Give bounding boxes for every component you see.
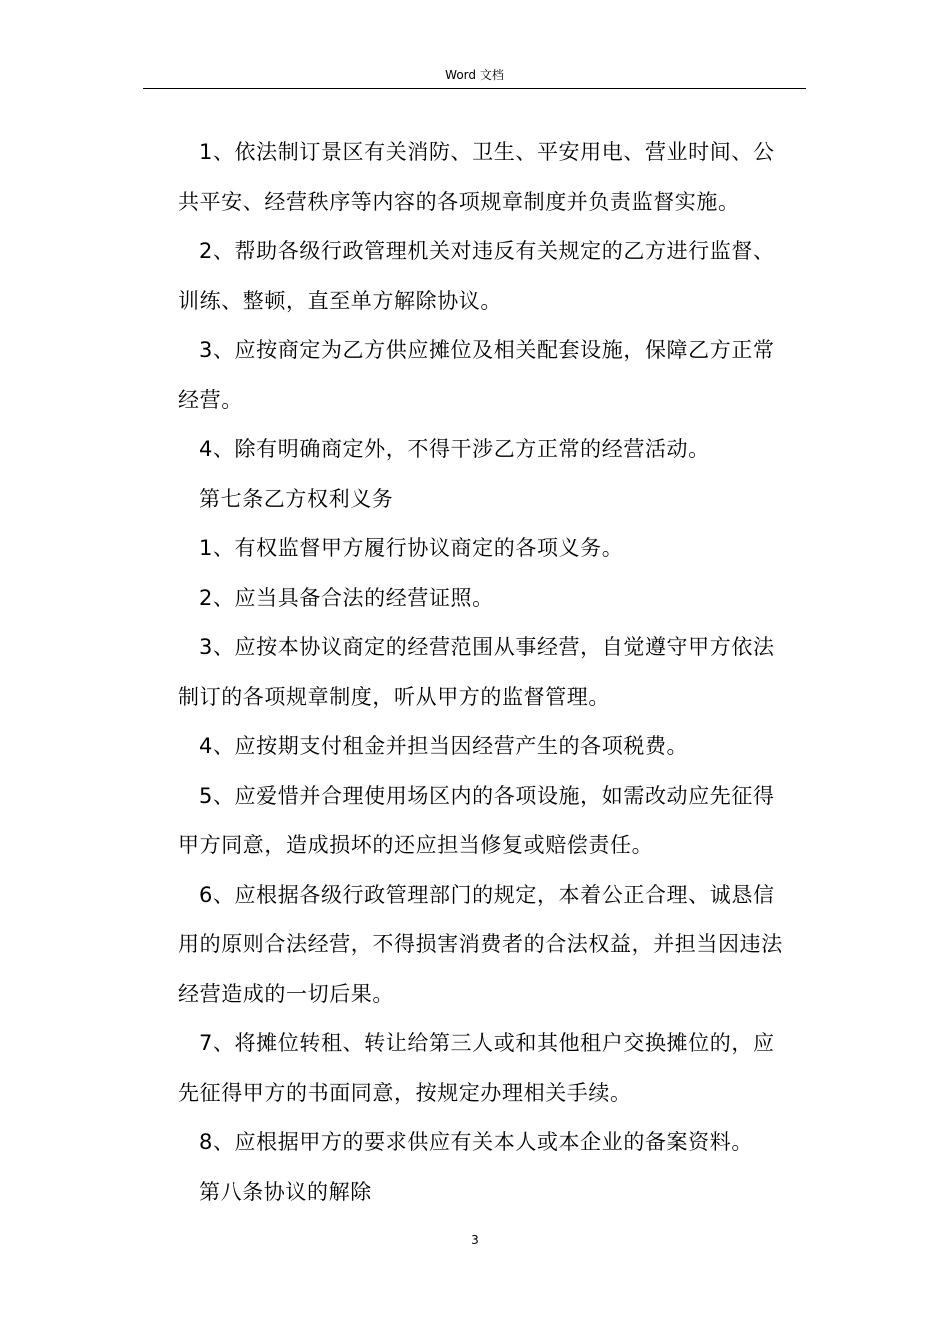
paragraph-line: 2、帮助各级行政管理机关对违反有关规定的乙方进行监督、: [199, 239, 775, 263]
paragraph-line: 先征得甲方的书面同意，按规定办理相关手续。: [178, 1080, 632, 1105]
paragraph-line: 7、将摊位转租、转让给第三人或和其他租户交换摊位的，应: [199, 1031, 775, 1055]
paragraph: [178, 425, 806, 475]
paragraph-line: 甲方同意，造成损坏的还应担当修复或赔偿责任。: [178, 833, 654, 857]
paragraph: [178, 722, 806, 772]
paragraph: [178, 1118, 806, 1168]
paragraph: [178, 128, 806, 227]
paragraph: [178, 574, 806, 624]
paragraph-line: 2、应当具备合法的经营证照。: [199, 585, 494, 610]
paragraph-line: 3、应按商定为乙方供应摊位及相关配套设施，保障乙方正常: [199, 338, 775, 362]
paragraph: [178, 871, 806, 1020]
paragraph: [178, 772, 806, 871]
paragraph-line: 6、应根据各级行政管理部门的规定，本着公正合理、诚恳信: [199, 882, 775, 907]
paragraph: [178, 1019, 806, 1118]
paragraph-line: 8、应根据甲方的要求供应有关本人或本企业的备案资料。: [199, 1130, 753, 1154]
paragraph-line: 1、有权监督甲方履行协议商定的各项义务。: [199, 536, 624, 560]
paragraph-line: 经营造成的一切后果。: [178, 981, 394, 1006]
paragraph: [178, 227, 806, 326]
paragraph: [178, 475, 806, 525]
paragraph-line: 制订的各项规章制度，听从甲方的监督管理。: [178, 684, 610, 709]
paragraph-line: 第七条乙方权利义务: [199, 486, 394, 511]
paragraph-line: 4、除有明确商定外，不得干涉乙方正常的经营活动。: [199, 437, 710, 461]
page-number: 3: [471, 1233, 479, 1247]
paragraph-line: 训练、整顿，直至单方解除协议。: [178, 288, 502, 313]
paragraph: [178, 326, 806, 425]
paragraph-line: 用的原则合法经营，不得损害消费者的合法权益，并担当因违法: [178, 932, 783, 956]
paragraph: [178, 524, 806, 574]
paragraph-line: 1、依法制订景区有关消防、卫生、平安用电、营业时间、公: [199, 140, 775, 164]
paragraph-line: 第八条协议的解除: [199, 1179, 372, 1204]
paragraph-line: 4、应按期支付租金并担当因经营产生的各项税费。: [199, 734, 689, 758]
document-body: [178, 128, 806, 1217]
paragraph-line: 共平安、经营秩序等内容的各项规章制度并负责监督实施。: [178, 189, 740, 214]
paragraph: [178, 1168, 806, 1218]
header-title: Word 文档: [445, 68, 504, 82]
paragraph: [178, 623, 806, 722]
paragraph-line: 5、应爱惜并合理使用场区内的各项设施，如需改动应先征得: [199, 783, 775, 808]
page-header: [143, 66, 806, 89]
paragraph-line: 经营。: [178, 387, 243, 412]
paragraph-line: 3、应按本协议商定的经营范围从事经营，自觉遵守甲方依法: [199, 635, 775, 659]
